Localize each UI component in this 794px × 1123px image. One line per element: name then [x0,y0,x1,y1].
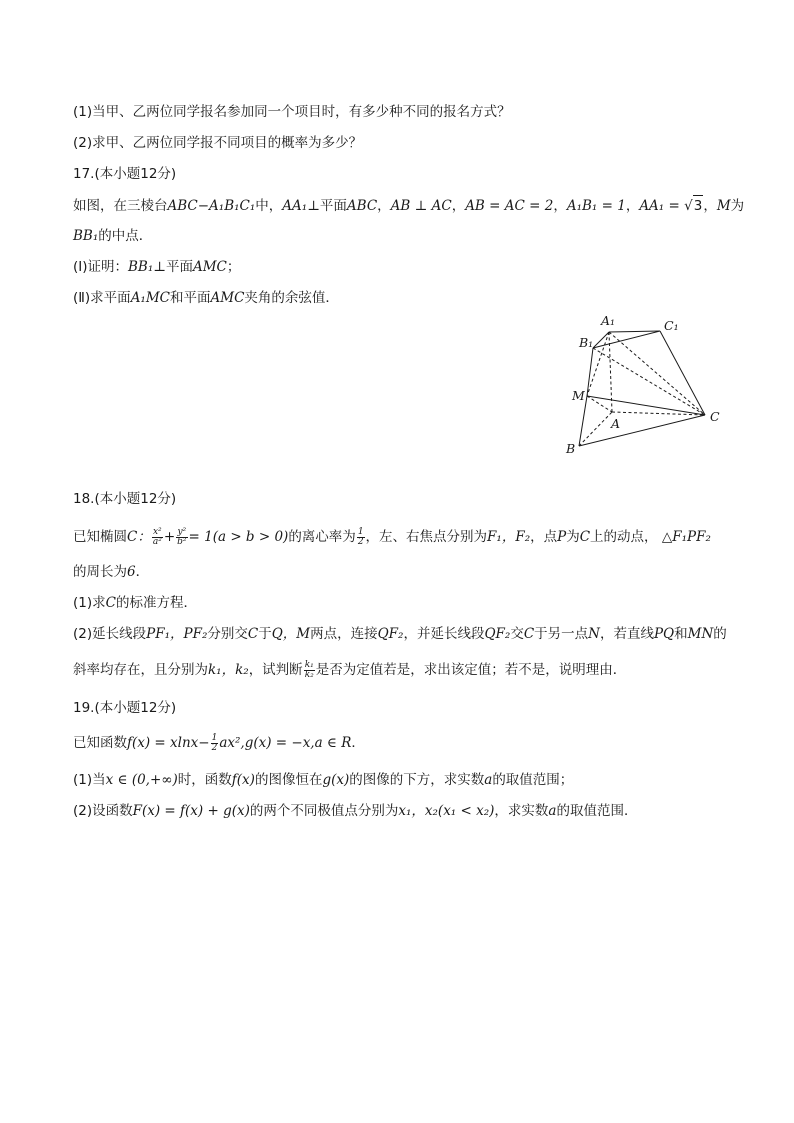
q16-part2: (2)求甲、乙两位同学报不同项目的概率为多少？ [73,135,363,151]
label-b: B [566,441,576,456]
q18-stem-line1: 已知椭圆C： $\frac{\text{x²}}{\text{a²}}$ + $\frac{\text{y²}}{\text{b²}}$ = 1(a > b > 0)的离心率为 $\frac{1}{2}$ ，左、右焦点分别为F₁，F₂，点P为C上的动点， △F₁PF₂ [73,526,711,547]
q16-part1: (1)当甲、乙两位同学报名参加同一个项目时，有多少种不同的报名方式？ [73,104,511,120]
edge-b1c [593,348,705,415]
q17-stem-line1: 如图，在三棱台ABC−A₁B₁C₁中，AA₁⊥平面ABC，AB ⊥ AC，AB = AC = 2，A₁B₁ = 1，AA₁ = √3，M为 [73,195,744,216]
edge-b1m [587,348,593,396]
q17-header: 17.(本小题12分) [73,166,177,182]
q19-stem: 已知函数f(x) = xlnx− $\frac{1}{2}$ ax²,g(x) = −x,a ∈ R． [73,732,365,753]
q18-header: 18.(本小题12分) [73,491,177,507]
label-b1: B₁ [579,335,594,350]
edge-a1c1 [609,331,660,332]
edge-c1c [660,331,705,415]
q17-part1: (Ⅰ)证明：BB₁⊥平面AMC； [73,259,241,275]
label-c1: C₁ [664,318,679,333]
q17-part2: (Ⅱ)求平面A₁MC和平面AMC夹角的余弦值． [73,290,339,306]
edge-bc [579,415,705,446]
q18-part2-line2: 斜率均存在，且分别为k₁，k₂，试判断 $\frac{\text{k₁}}{\text{k₂}}$ 是否为定值若是，求出该定值；若不是，说明理由． [73,659,627,680]
label-m: M [572,388,585,403]
edge-b1c1 [593,331,660,348]
q17-stem-line2: BB₁的中点． [73,228,153,244]
edge-mc [587,396,705,415]
q19-part2: (2)设函数F(x) = f(x) + g(x)的两个不同极值点分别为x₁，x₂(x₁ < x₂)，求实数a的取值范围． [73,803,638,819]
q18-part2-line1: (2)延长线段PF₁，PF₂分别交C于Q，M两点，连接QF₂，并延长线段QF₂交C于另一点N，若直线PQ和MN的 [73,626,727,642]
label-a: A [611,416,621,431]
q18-part1: (1)求C的标准方程． [73,595,197,611]
q19-part1: (1)当x ∈ (0,+∞)时，函数f(x)的图像恒在g(x)的图像的下方，求实数a的取值范围； [73,772,574,788]
label-c: C [710,409,720,424]
frustum-figure [555,308,730,458]
q18-stem-line2: 的周长为6． [73,564,150,580]
label-a1: A₁ [601,313,616,328]
q19-header: 19.(本小题12分) [73,700,177,716]
edge-a1c [609,332,705,415]
edge-mb [579,396,587,446]
